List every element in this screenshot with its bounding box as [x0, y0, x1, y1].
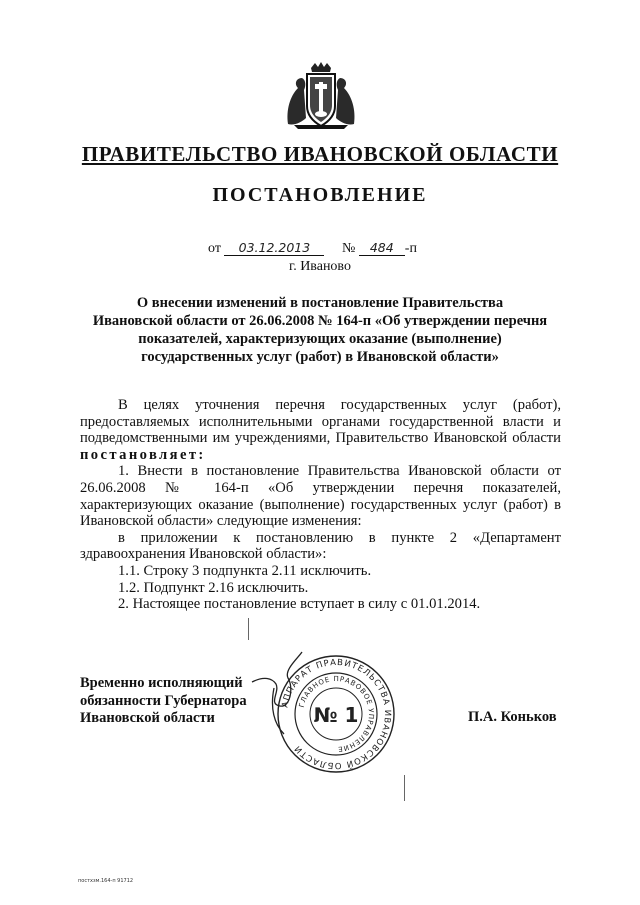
stamp-number: № 1: [313, 703, 359, 727]
paragraph-2: 2. Настоящее постановление вступает в силу с 01.01.2014.: [118, 596, 481, 613]
signatory-name: П.А. Коньков: [468, 709, 557, 725]
coat-of-arms-icon: [284, 62, 358, 130]
number-suffix: -п: [404, 241, 417, 256]
stamp-inner-text: ГЛАВНОЕ ПРАВОВОЕ УПРАВЛЕНИЕ: [297, 674, 376, 754]
footer-code: постхзм.164-п 91712: [78, 878, 134, 884]
margin-mark: [248, 618, 249, 640]
government-name: ПРАВИТЕЛЬСТВО ИВАНОВСКОЙ ОБЛАСТИ: [81, 142, 559, 166]
document-type: ПОСТАНОВЛЕНИЕ: [212, 184, 428, 206]
title-line: Ивановской области от 26.06.2008 № 164-п «Об утверждении перечня: [92, 313, 548, 329]
number-sign: №: [341, 241, 356, 256]
preamble-text: В целях уточнения перечня государственных услуг (работ), предоставляемых исполнительными органами государственной власти и подведомственными им учреждениями, Правительство Ивановской области: [80, 397, 561, 447]
date-number-line: [208, 240, 417, 257]
title-line: государственных услуг (работ) в Ивановской области»: [141, 349, 499, 365]
number-value: 484: [359, 240, 405, 256]
date-prefix: от: [208, 241, 221, 256]
margin-mark: [404, 775, 405, 801]
paragraph-1: 1. Внести в постановление Правительства Ивановской области от 26.06.2008 № 164-п «Об утверждении перечня показателей, характеризующих оказание (выполнение) государственных услуг (работ) в Ивановской области» следующие изменения:: [80, 463, 561, 530]
signatory-line: Ивановской области: [80, 710, 215, 726]
title-line: О внесении изменений в постановление Правительства: [136, 295, 504, 311]
paragraph-1-2: 1.2. Подпункт 2.16 исключить.: [118, 579, 309, 596]
city: г. Иваново: [289, 259, 351, 274]
official-stamp: [274, 652, 398, 776]
date-value: 03.12.2013: [224, 240, 324, 256]
document-title: [80, 294, 560, 366]
signatory-line: обязанности Губернатора: [80, 692, 247, 709]
paragraph-preamble: [80, 397, 561, 463]
title-line: показателей, характеризующих оказание (выполнение): [138, 331, 502, 347]
paragraph-1-1: 1.1. Строку 3 подпункта 2.11 исключить.: [118, 562, 372, 579]
signatory-block: [80, 675, 247, 728]
signatory-line: Временно исполняющий: [80, 675, 243, 691]
decree-word: постановляет:: [80, 446, 206, 463]
stamp-outer-text: АППАРАТ ПРАВИТЕЛЬСТВА ИВАНОВСКОЙ ОБЛАСТИ: [280, 657, 393, 771]
document-body: [80, 397, 561, 613]
paragraph-annex: в приложении к постановлению в пункте 2 «Департамент здравоохранения Ивановской области»:: [80, 529, 561, 563]
